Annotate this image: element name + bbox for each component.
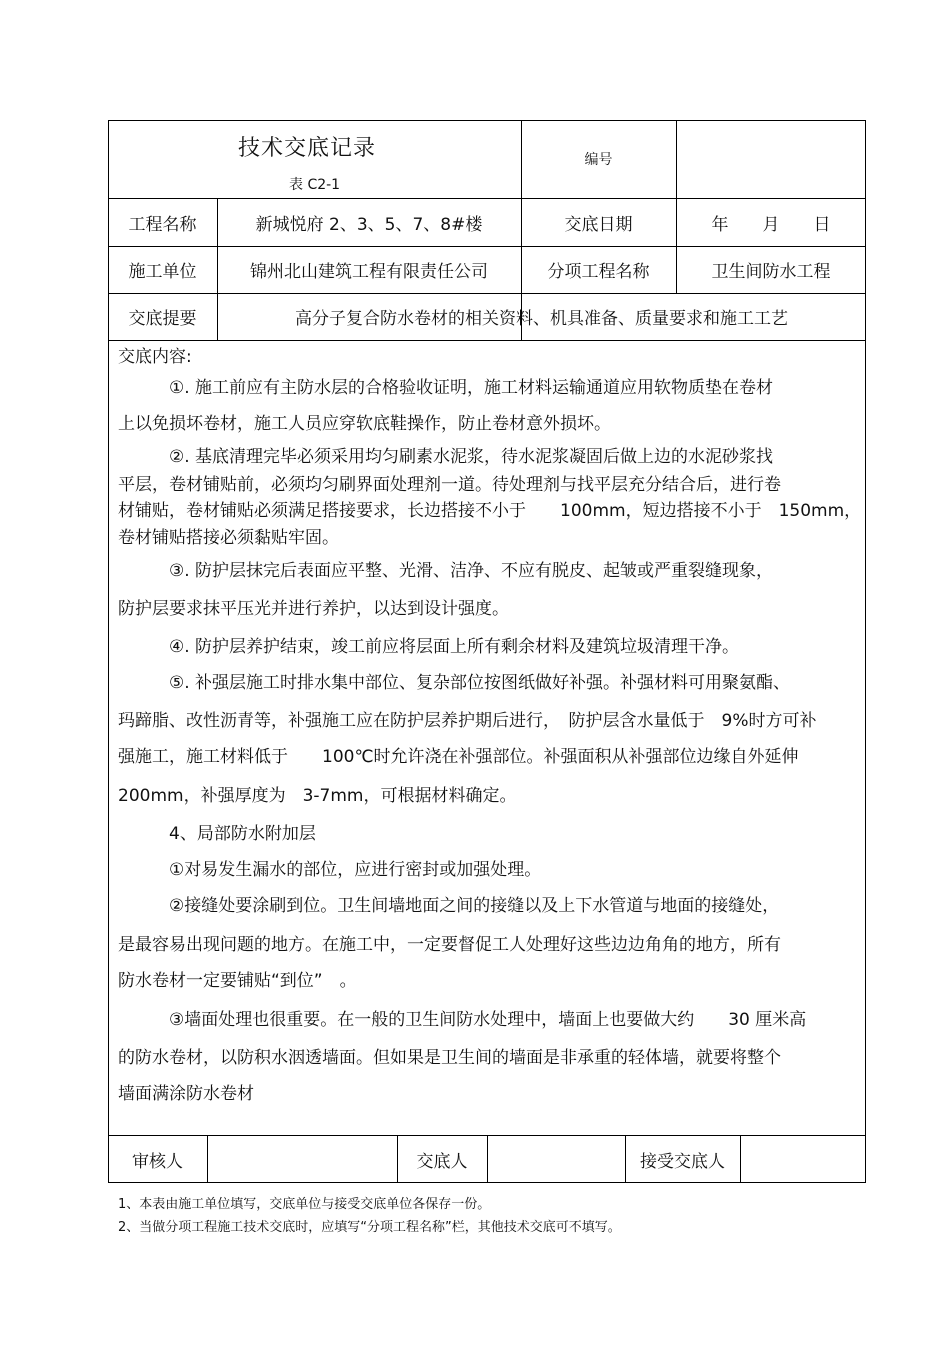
reviewer-field[interactable] (207, 1135, 397, 1183)
content-line: ②. 基底清理完毕必须采用均匀刷素水泥浆，待水泥浆凝固后做上边的水泥砂浆找 (118, 447, 774, 467)
content-line: 的防水卷材，以防积水洇透墙面。但如果是卫生间的墙面是非承重的轻体墙，就要将整个 (118, 1048, 781, 1068)
number-field[interactable] (676, 120, 866, 198)
content-line: 卷材铺贴搭接必须黏贴牢固。 (118, 528, 339, 548)
content-line: 200mm，补强厚度为 3-7mm，可根据材料确定。 (118, 786, 517, 806)
content-line: 防水卷材一定要铺贴“到位” 。 (118, 971, 357, 991)
subproject-name-label: 分项工程名称 (547, 262, 650, 282)
content-line: 防护层要求抹平压光并进行养护，以达到设计强度。 (118, 599, 509, 619)
content-line: 墙面满涂防水卷材 (118, 1084, 254, 1104)
form-number: 表 C2-1 (289, 177, 341, 193)
reviewer-label: 审核人 (132, 1151, 183, 1172)
content-line: ③墙面处理也很重要。在一般的卫生间防水处理中，墙面上也要做大约 30 厘米高 (118, 1010, 807, 1030)
content-line: 玛蹄脂、改性沥青等，补强施工应在防护层养护期后进行， 防护层含水量低于 9%时方可补 (118, 711, 817, 731)
project-name-value: 新城悦府 2、3、5、7、8#楼 (255, 214, 483, 235)
discloser-field[interactable] (487, 1135, 625, 1183)
content-heading: 交底内容: (118, 347, 192, 367)
row-divider (108, 340, 866, 341)
content-line: 强施工，施工材料低于 100℃时允许浇在补强部位。补强面积从补强部位边缘自外延伸 (118, 747, 799, 767)
content-line: ②接缝处要涂刷到位。卫生间墙地面之间的接缝以及上下水管道与地面的接缝处， (118, 896, 780, 916)
content-line: 上以免损坏卷材，施工人员应穿软底鞋操作，防止卷材意外损坏。 (118, 414, 611, 434)
disclosure-date-value[interactable]: 年 月 日 (711, 214, 831, 235)
footnote: 1、本表由施工单位填写，交底单位与接受交底单位各保存一份。 (118, 1197, 491, 1212)
project-name-label: 工程名称 (128, 214, 197, 235)
content-line: ④. 防护层养护结束，竣工前应将层面上所有剩余材料及建筑垃圾清理干净。 (118, 637, 740, 657)
content-line: 平层，卷材铺贴前，必须均匀刷界面处理剂一道。待处理剂与找平层充分结合后，进行卷 (118, 475, 781, 495)
content-line: 材铺贴，卷材铺贴必须满足搭接要求，长边搭接不小于 100mm，短边搭接不小于 150mm， (118, 501, 862, 521)
receiver-label: 接受交底人 (640, 1151, 725, 1172)
construction-unit-label: 施工单位 (128, 262, 197, 282)
number-label: 编号 (584, 152, 613, 168)
summary-value: 高分子复合防水卷材的相关资料、机具准备、质量要求和施工工艺 (295, 309, 788, 329)
discloser-label: 交底人 (416, 1151, 468, 1172)
footnote: 2、当做分项工程施工技术交底时，应填写“分项工程名称”栏，其他技术交底可不填写。 (118, 1220, 621, 1235)
content-line: 4、局部防水附加层 (118, 824, 316, 844)
construction-unit-value: 锦州北山建筑工程有限责任公司 (250, 262, 488, 282)
summary-label: 交底提要 (128, 309, 197, 329)
content-line: ①对易发生漏水的部位，应进行密封或加强处理。 (118, 860, 542, 880)
disclosure-date-label: 交底日期 (564, 214, 633, 235)
content-line: ③. 防护层抹完后表面应平整、光滑、洁净、不应有脱皮、起皱或严重裂缝现象， (118, 561, 774, 581)
content-line: 是最容易出现问题的地方。在施工中，一定要督促工人处理好这些边边角角的地方，所有 (118, 935, 781, 955)
form-title: 技术交底记录 (238, 136, 377, 161)
content-line: ⑤. 补强层施工时排水集中部位、复杂部位按图纸做好补强。补强材料可用聚氨酯、 (118, 673, 791, 693)
content-line: ①. 施工前应有主防水层的合格验收证明，施工材料运输通道应用软物质垫在卷材 (118, 378, 774, 398)
receiver-field[interactable] (740, 1135, 866, 1183)
subproject-name-value: 卫生间防水工程 (711, 262, 831, 282)
